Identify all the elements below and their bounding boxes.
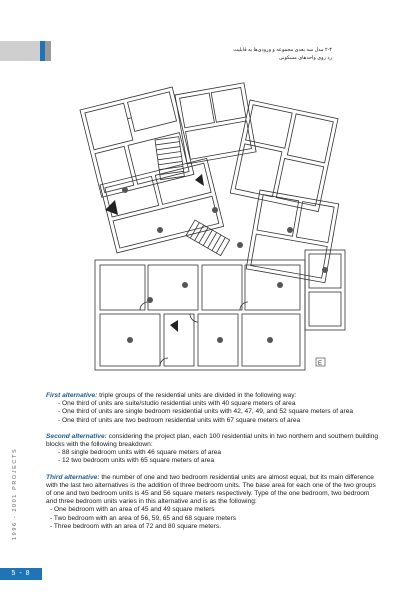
persian-caption — [192, 46, 332, 62]
paragraph-third — [46, 474, 381, 507]
list-item: - 12 two bedroom units with 65 square meters of area — [58, 457, 215, 465]
persian-caption-line2: رد روی واحدهای مسکونی — [278, 55, 332, 61]
text-third-alternative: the number of one and two bedroom residential units are almost equal, but its main difference with the last two alternatives is the addition of three bedroom units. The base area for each one of the two groups of one and two bedroom units is 45 and 56 square meters respectively. Type of the one bedroom, two bedroom and three bedroom units varies in this alternative and is as the following: — [46, 473, 376, 506]
text-first-alternative: triple groups of the residential units are divided in the following way: — [97, 392, 297, 399]
heading-first-alternative: First alternative: — [46, 392, 98, 399]
heading-third-alternative: Third alternative: — [46, 473, 100, 481]
side-projects-label: 1996 - 2001 PROJECTS — [12, 447, 18, 540]
floor-plan-drawing — [40, 70, 360, 375]
paragraph-second — [46, 433, 381, 449]
page-number: 5 - 8 — [0, 568, 42, 580]
heading-second-alternative: Second alternative: — [46, 432, 107, 440]
list-item: - Two bedroom with an area of 56, 59, 65 and 68 square meters — [50, 514, 237, 522]
unit-marker: E — [318, 361, 323, 367]
persian-caption-line1: ۲-۴ مدل سه بعدی مجموعه و ورودی‌ها به قابلیت — [233, 47, 332, 53]
list-item: - 88 single bedroom units with 46 square meters of area — [58, 449, 222, 457]
header-dark-accent — [45, 41, 51, 61]
list-item: - One third of units are single bedroom residential units with 42, 47, 49, and 52 square meters of area — [58, 408, 354, 416]
body-text — [46, 392, 381, 531]
paragraph-first — [46, 392, 381, 400]
header-gray-bar — [0, 41, 40, 61]
list-item: - One bedroom with an area of 45 and 49 square meters — [50, 506, 215, 514]
list-item: - One third of units are two bedroom residential units with 67 square meters of area — [58, 416, 301, 424]
list-item: - Three bedroom with an area of 72 and 80 square meters. — [50, 522, 222, 530]
list-item: - One third of units are suite/studio residential units with 40 square meters of area — [58, 400, 296, 408]
text-second-alternative: considering the project plan, each 100 residential units in two northern and southern building blocks with the following breakdown: — [46, 432, 379, 449]
